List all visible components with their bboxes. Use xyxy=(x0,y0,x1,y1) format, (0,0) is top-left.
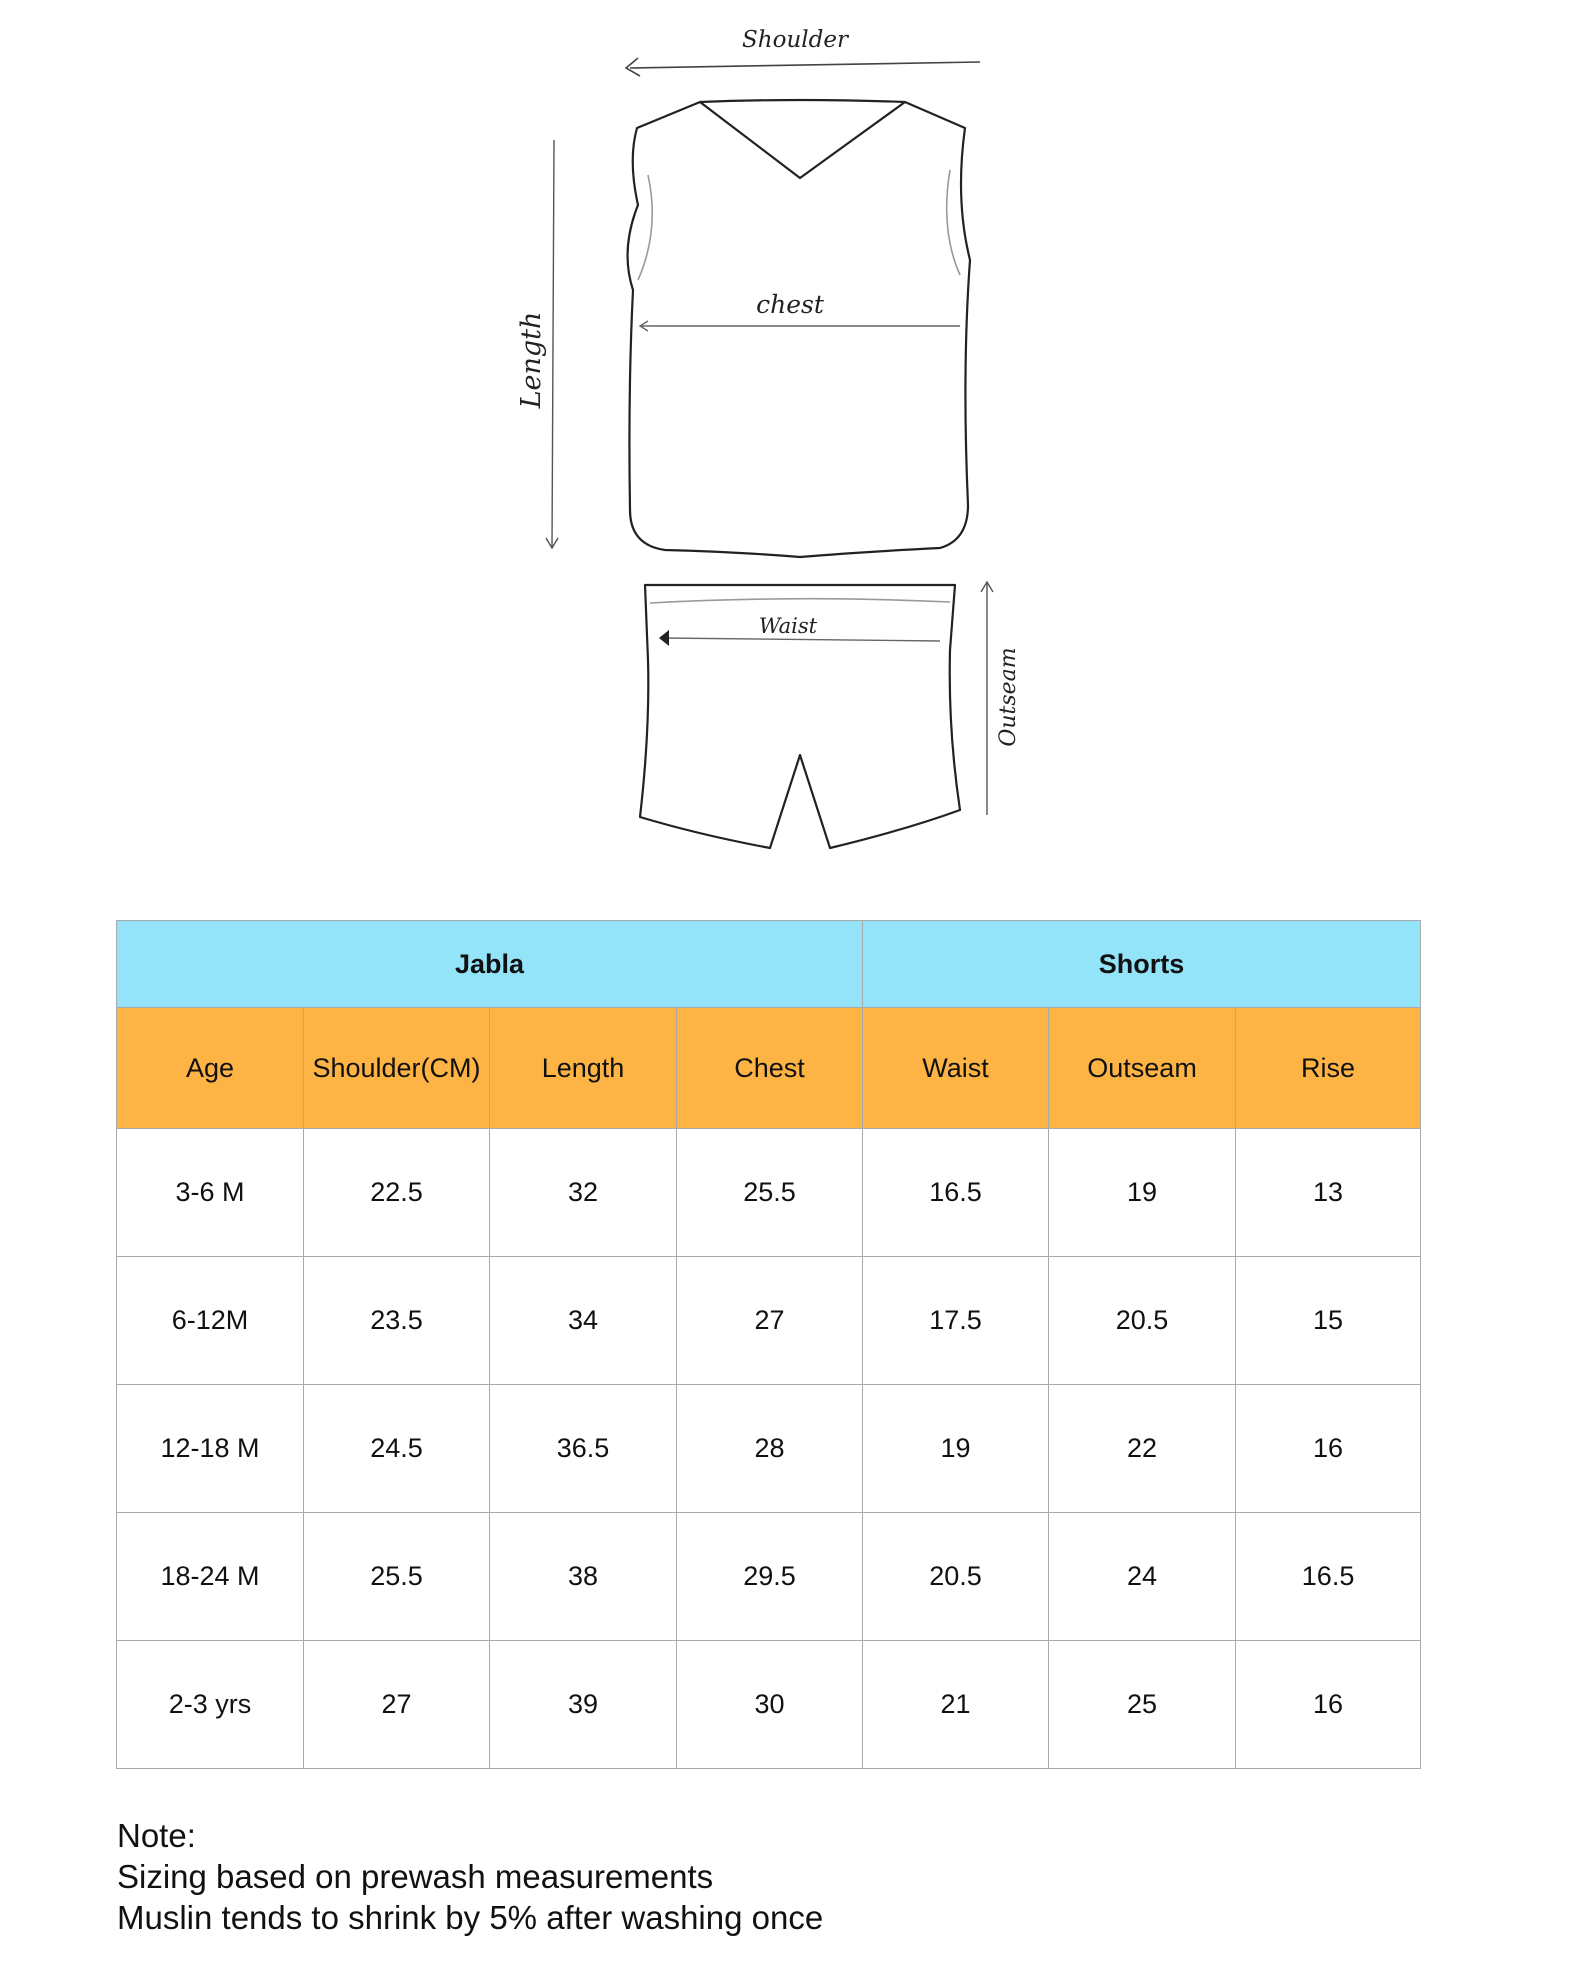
age-cell: 12-18 M xyxy=(117,1385,304,1513)
measurement-cell: 23.5 xyxy=(304,1257,490,1385)
shoulder-arrowhead xyxy=(626,58,640,76)
size-chart-table xyxy=(116,920,1421,1769)
table-row xyxy=(117,1129,1421,1257)
measurement-cell: 24.5 xyxy=(304,1385,490,1513)
group-header-shorts: Shorts xyxy=(863,921,1421,1008)
measurement-cell: 20.5 xyxy=(1049,1257,1236,1385)
measurement-cell: 15 xyxy=(1236,1257,1421,1385)
table-row xyxy=(117,1385,1421,1513)
length-arrow xyxy=(552,140,554,548)
measurement-cell: 16 xyxy=(1236,1641,1421,1769)
measurement-cell: 20.5 xyxy=(863,1513,1049,1641)
note-shrinkage: Muslin tends to shrink by 5% after washing once xyxy=(117,1899,824,1936)
measurement-cell: 17.5 xyxy=(863,1257,1049,1385)
group-header-jabla: Jabla xyxy=(117,921,863,1008)
table-row xyxy=(117,1513,1421,1641)
shoulder-label: Shoulder xyxy=(742,27,848,53)
waist-arrow xyxy=(662,638,940,641)
note-prewash: Sizing based on prewash measurements xyxy=(117,1858,714,1895)
group-header-row xyxy=(117,921,1421,1008)
measurement-cell: 32 xyxy=(490,1129,677,1257)
measurement-cell: 16.5 xyxy=(863,1129,1049,1257)
waist-label: Waist xyxy=(758,614,818,638)
shorts-waistband xyxy=(650,599,950,603)
column-header-shoulder-cm: Shoulder(CM) xyxy=(304,1008,490,1129)
age-cell: 2-3 yrs xyxy=(117,1641,304,1769)
measurement-cell: 25 xyxy=(1049,1641,1236,1769)
note-heading: Note: xyxy=(117,1817,196,1854)
measurement-cell: 27 xyxy=(677,1257,863,1385)
measurement-cell: 29.5 xyxy=(677,1513,863,1641)
measurement-cell: 22 xyxy=(1049,1385,1236,1513)
age-cell: 18-24 M xyxy=(117,1513,304,1641)
outseam-label: Outseam xyxy=(996,647,1021,747)
shoulder-arrow xyxy=(630,62,980,68)
age-cell: 6-12M xyxy=(117,1257,304,1385)
notes xyxy=(117,1815,823,1938)
measurement-cell: 22.5 xyxy=(304,1129,490,1257)
measurement-cell: 28 xyxy=(677,1385,863,1513)
garment-measurement-diagram xyxy=(0,0,1588,920)
measurement-cell: 16 xyxy=(1236,1385,1421,1513)
measurement-cell: 34 xyxy=(490,1257,677,1385)
column-header-row xyxy=(117,1008,1421,1129)
length-label: Length xyxy=(516,311,547,409)
jabla-armhole-seams xyxy=(638,170,960,280)
column-header-waist: Waist xyxy=(863,1008,1049,1129)
measurement-cell: 21 xyxy=(863,1641,1049,1769)
column-header-length: Length xyxy=(490,1008,677,1129)
column-header-chest: Chest xyxy=(677,1008,863,1129)
measurement-cell: 27 xyxy=(304,1641,490,1769)
measurement-cell: 25.5 xyxy=(677,1129,863,1257)
measurement-cell: 38 xyxy=(490,1513,677,1641)
measurement-cell: 24 xyxy=(1049,1513,1236,1641)
column-header-rise: Rise xyxy=(1236,1008,1421,1129)
measurement-cell: 16.5 xyxy=(1236,1513,1421,1641)
table-row xyxy=(117,1257,1421,1385)
measurement-cell: 39 xyxy=(490,1641,677,1769)
measurement-cell: 19 xyxy=(863,1385,1049,1513)
column-header-age: Age xyxy=(117,1008,304,1129)
measurement-cell: 13 xyxy=(1236,1129,1421,1257)
column-header-outseam: Outseam xyxy=(1049,1008,1236,1129)
measurement-cell: 25.5 xyxy=(304,1513,490,1641)
table-row xyxy=(117,1641,1421,1769)
waist-arrowhead xyxy=(659,630,669,646)
chest-label: chest xyxy=(756,290,824,319)
measurement-cell: 36.5 xyxy=(490,1385,677,1513)
age-cell: 3-6 M xyxy=(117,1129,304,1257)
jabla-outline xyxy=(628,100,970,557)
measurement-cell: 30 xyxy=(677,1641,863,1769)
measurement-cell: 19 xyxy=(1049,1129,1236,1257)
